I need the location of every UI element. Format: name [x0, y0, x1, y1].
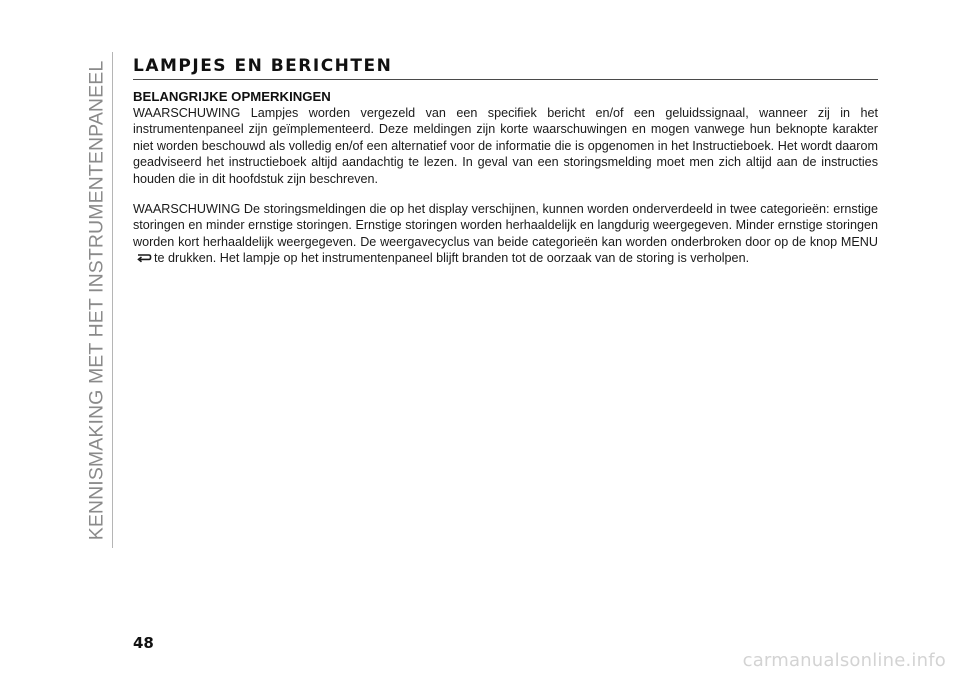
paragraph-text-before-icon: WAARSCHUWING De storingsmeldingen die op het display verschijnen, kunnen worden onderverdeeld in twee categorieën: ernstige storingen en minder ernstige storingen. Ernstige storingen worden herhaaldelijk en langdurig weergegeven. Minder ernstige storingen worden kort herhaaldelijk weergegeven. De weergavecyclus van beide categorieën kan worden onderbroken door op de knop MENU [133, 202, 878, 249]
warning-paragraph-1: WAARSCHUWING Lampjes worden vergezeld van een specifiek bericht en/of een geluidssignaal, wanneer zij in het instrumentenpaneel zijn geïmplementeerd. Deze meldingen zijn korte waarschuwingen en mogen vanwege hun beknopte karakter niet worden beschouwd als volledig en/of een alternatief voor de informatie die is opgenomen in het Instructieboek. Het wordt daarom geadviseerd het instructieboek altijd aandachtig te lezen. In geval van een storingsmelding moet men zich altijd aan de instructies houden die in dit hoofdstuk zijn beschreven. [133, 106, 878, 186]
watermark: carmanualsonline.info [742, 650, 946, 671]
page-number: 48 [133, 634, 154, 652]
section-title: LAMPJES EN BERICHTEN [133, 56, 393, 76]
side-divider [112, 52, 113, 548]
title-divider [133, 79, 878, 80]
paragraph-text-after-icon: te drukken. Het lampje op het instrumentenpaneel blijft branden tot de oorzaak van de storing is verholpen. [154, 251, 750, 266]
chapter-title-vertical: KENNISMAKING MET HET INSTRUMENTENPANEEL [85, 60, 108, 540]
side-chapter-tab [84, 52, 110, 548]
main-content [133, 56, 878, 267]
warning-paragraph-2 [133, 201, 878, 267]
menu-return-arrow-icon [136, 252, 152, 263]
section-subtitle: BELANGRIJKE OPMERKINGEN [133, 89, 331, 104]
